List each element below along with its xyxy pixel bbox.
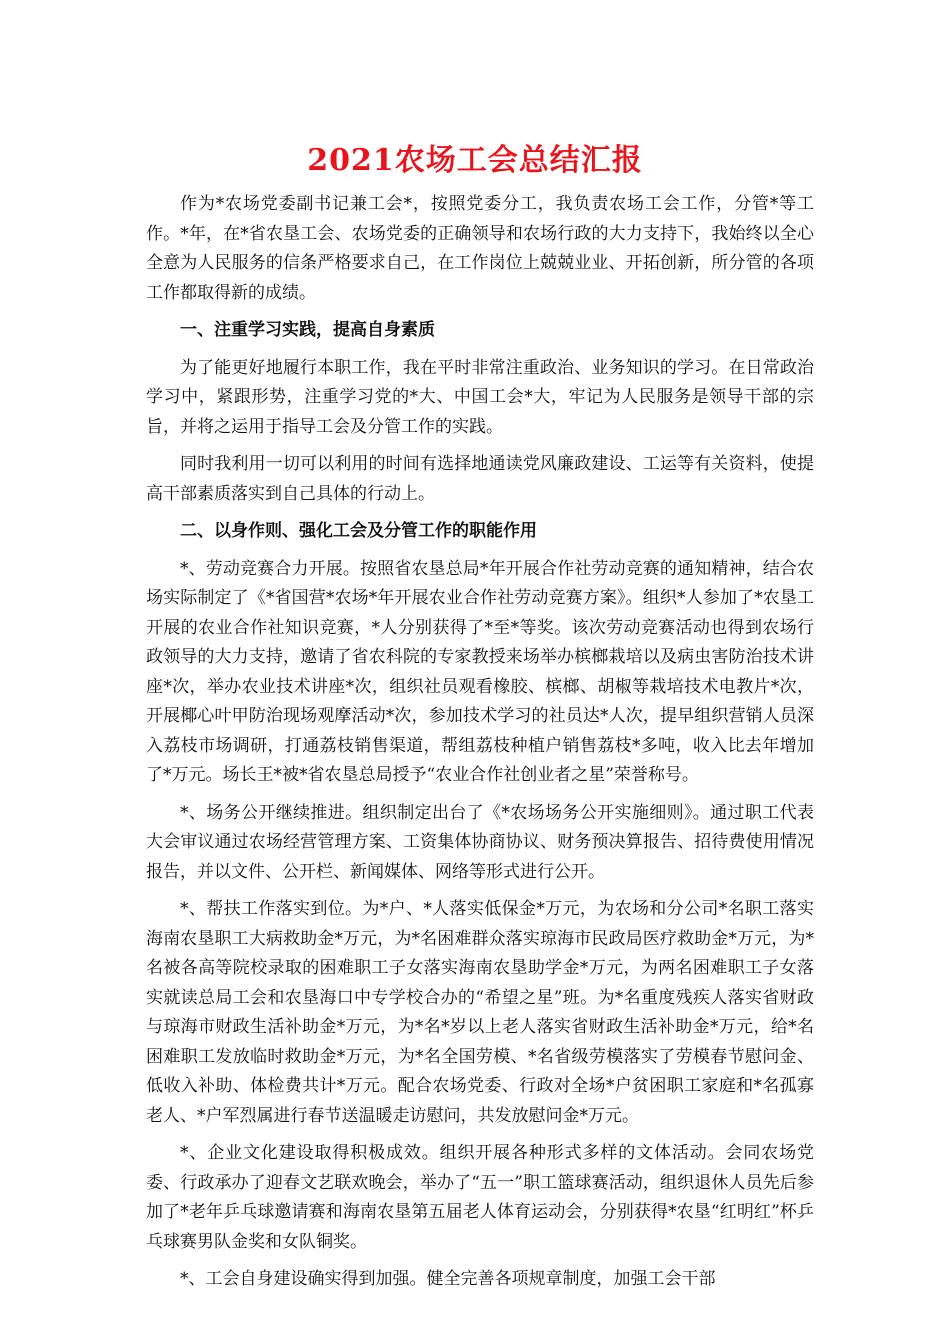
document-title: 2021农场工会总结汇报 [307, 143, 643, 178]
section-heading-1: 一、注重学习实践，提高自身素质 [180, 320, 435, 340]
intro-paragraph: 作为*农场党委副书记兼工会*，按照党委分工，我负责农场工会工作，分管*等工作。*年，在*省农垦工会、农场党委的正确领导和农场行政的大力支持下，我始终以全心全意为人民服务的信条严格要求自己，在工作岗位上兢兢业业、开拓创新，所分管的各项工作都取得新的成绩。 [146, 194, 814, 303]
body-paragraph: *、帮扶工作落实到位。为*户、*人落实低保金*万元，为农场和分公司*名职工落实海南农垦职工大病救助金*万元，为*名困难群众落实琼海市民政局医疗救助金*万元，为*名被各高等院校录取的困难职工子女落实海南农垦助学金*万元，为两名困难职工子女落实就读总局工会和农垦海口中专学校合办的“希望之星”班。为*名重度残疾人落实省财政与琼海市财政生活补助金*万元，为*名*岁以上老人落实省财政生活补助金*万元，给*名困难职工发放临时救助金*万元，为*名全国劳模、*名省级劳模落实了劳模春节慰问金、低收入补助、体检费共计*万元。配合农场党委、行政对全场*户贫困职工家庭和*名孤寡老人、*户军烈属进行春节送温暖走访慰问，共发放慰问金*万元。 [146, 899, 814, 1126]
section-heading-2: 二、以身作则、强化工会及分管工作的职能作用 [180, 521, 537, 541]
body-paragraph: 为了能更好地履行本职工作，我在平时非常注重政治、业务知识的学习。在日常政治学习中，紧跟形势，注重学习党的*大、中国工会*大，牢记为人民服务是领导干部的宗旨，并将之运用于指导工会及分管工作的实践。 [146, 357, 814, 437]
body-paragraph: *、劳动竞赛合力开展。按照省农垦总局*年开展合作社劳动竞赛的通知精神，结合农场实际制定了《*省国营*农场*年开展农业合作社劳动竞赛方案》。组织*人参加了*农垦工开展的农业合作社知识竞赛，*人分别获得了*至*等奖。该次劳动竞赛活动也得到农场行政领导的大力支持，邀请了省农科院的专家教授来场举办槟榔栽培以及病虫害防治技术讲座*次，举办农业技术讲座*次，组织社员观看橡胶、槟榔、胡椒等栽培技术电教片*次，开展椰心叶甲防治现场观摩活动*次，参加技术学习的社员达*人次，提早组织营销人员深入荔枝市场调研，打通荔枝销售渠道，帮组荔枝种植户销售荔枝*多吨，收入比去年增加了*万元。场长王*被*省农垦总局授予“农业合作社创业者之星”荣誉称号。 [146, 558, 814, 785]
body-paragraph: *、企业文化建设取得积极成效。组织开展各种形式多样的文体活动。会同农场党委、行政承办了迎春文艺联欢晚会，举办了“五一”职工篮球赛活动，组织退休人员先后参加了*老年乒乓球邀请赛和海南农垦第五届老人体育运动会，分别获得*农垦“红明红”杯乒乓球赛男队金奖和女队铜奖。 [146, 1143, 814, 1252]
body-paragraph: 同时我利用一切可以利用的时间有选择地通读党风廉政建设、工运等有关资料，使提高干部素质落实到自己具体的行动上。 [146, 454, 814, 504]
body-paragraph: *、场务公开继续推进。组织制定出台了《*农场场务公开实施细则》。通过职工代表大会审议通过农场经营管理方案、工资集体协商协议、财务预决算报告、招待费使用情况报告，并以文件、公开栏、新闻媒体、网络等形式进行公开。 [146, 802, 814, 882]
document-body [146, 190, 814, 1303]
body-paragraph: *、工会自身建设确实得到加强。健全完善各项规章制度，加强工会干部 [180, 1269, 716, 1289]
